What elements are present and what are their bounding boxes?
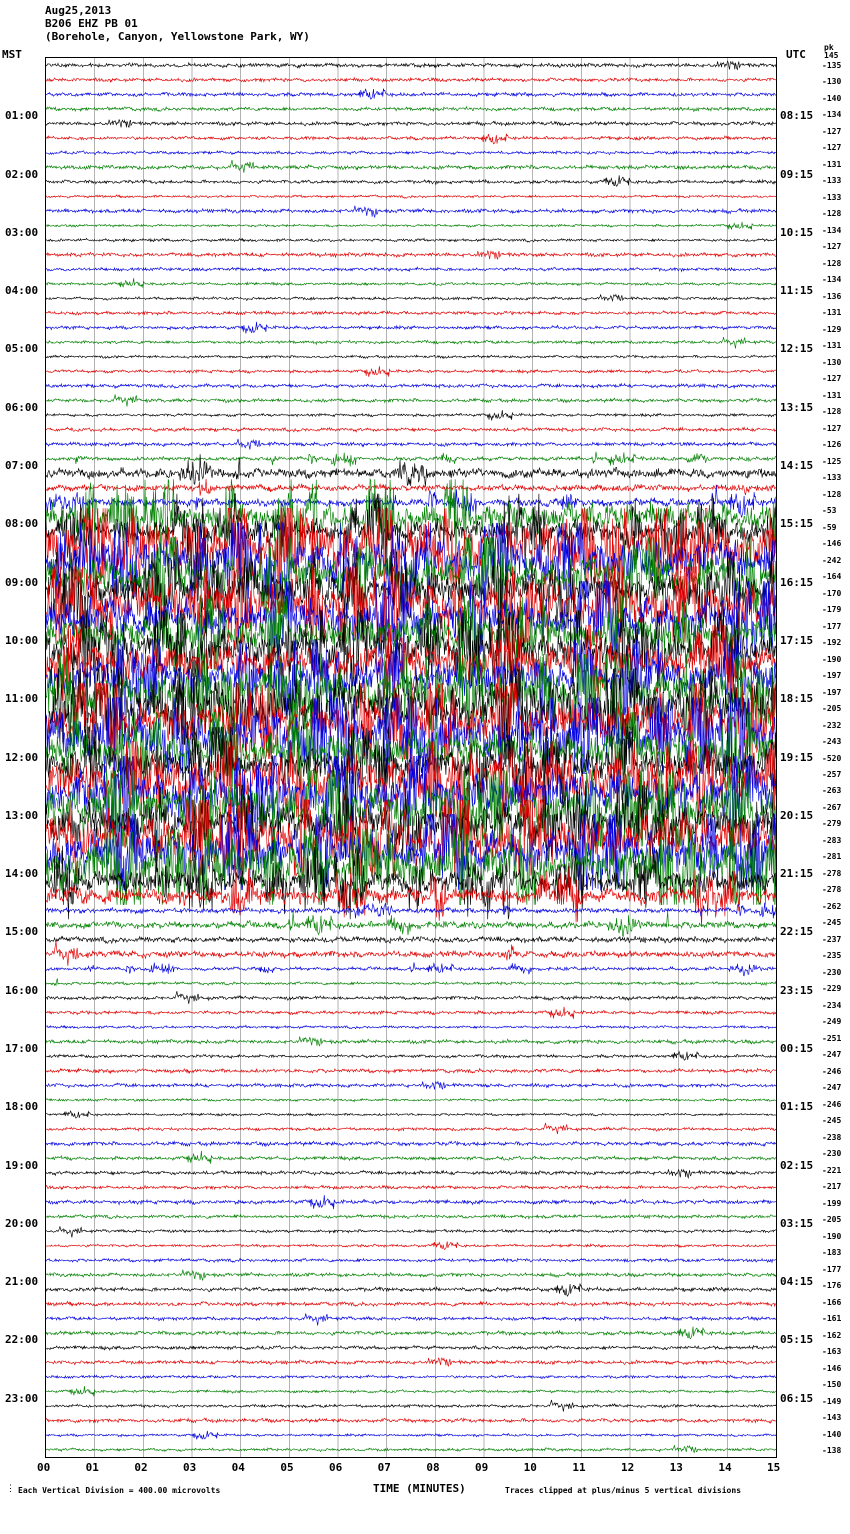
peak-value: -127	[822, 126, 842, 136]
left-time-label: 18:00	[5, 1100, 39, 1114]
x-tick-label: 14	[718, 1461, 732, 1474]
right-time-label: 03:15	[780, 1216, 814, 1230]
peak-value: -197	[822, 687, 842, 697]
peak-value: -246	[822, 1066, 842, 1076]
scale-note: Each Vertical Division = 400.00 microvolts	[18, 1486, 221, 1495]
x-tick-label: 04	[231, 1461, 245, 1474]
left-time-label: 07:00	[5, 459, 39, 473]
right-time-label: 17:15	[780, 633, 814, 647]
left-time-label: 05:00	[5, 342, 39, 356]
right-time-label: 10:15	[780, 225, 814, 239]
peak-value: -163	[822, 1347, 842, 1357]
peak-value: -138	[822, 1446, 842, 1455]
peak-value: -247	[822, 1050, 842, 1060]
peak-value: -164	[822, 572, 842, 582]
right-time-label: 23:15	[780, 983, 814, 997]
peak-value: -135	[822, 61, 842, 70]
header-date: Aug25,2013	[45, 4, 112, 17]
peak-header-line2: 145	[824, 51, 839, 60]
right-time-label: 22:15	[780, 925, 814, 939]
peak-value: -232	[822, 720, 842, 730]
peak-value: -134	[822, 110, 842, 120]
peak-value: -247	[822, 1083, 842, 1093]
peak-value: -136	[822, 291, 842, 301]
chart-header	[45, 4, 310, 43]
peak-value: -199	[822, 1198, 842, 1208]
x-tick-label: 05	[280, 1461, 294, 1474]
peak-value: -128	[822, 407, 842, 417]
peak-value: -177	[822, 1264, 842, 1274]
peak-value: -238	[822, 1132, 842, 1142]
peak-value: -146	[822, 539, 842, 549]
left-time-label: 23:00	[5, 1391, 39, 1405]
peak-value: -520	[822, 753, 842, 763]
peak-value: -245	[822, 918, 842, 928]
right-axis-label: UTC	[786, 48, 806, 61]
peak-value: -140	[822, 93, 842, 103]
right-time-label: 21:15	[780, 867, 814, 881]
peak-value: -127	[822, 143, 842, 153]
peak-value: -229	[822, 984, 842, 994]
right-time-label: 04:15	[780, 1275, 814, 1289]
peak-value: -125	[822, 456, 842, 466]
peak-value: -127	[822, 242, 842, 252]
seismogram-plot	[45, 57, 777, 1458]
peak-value: -262	[822, 901, 842, 911]
left-time-label: 01:00	[5, 109, 39, 123]
peak-value: -126	[822, 440, 842, 450]
x-tick-label: 00	[37, 1461, 51, 1474]
peak-value: -149	[822, 1396, 842, 1406]
right-time-label: 19:15	[780, 750, 814, 764]
x-tick-label: 13	[669, 1461, 683, 1474]
right-time-label: 13:15	[780, 400, 814, 414]
left-time-label: 10:00	[5, 633, 39, 647]
right-time-label: 09:15	[780, 167, 814, 181]
peak-value: -130	[822, 357, 842, 367]
left-time-label: 11:00	[5, 692, 39, 706]
peak-value: -234	[822, 1000, 842, 1010]
left-time-label: 08:00	[5, 517, 39, 531]
x-tick-label: 06	[329, 1461, 343, 1474]
left-time-label: 17:00	[5, 1041, 39, 1055]
right-time-label: 18:15	[780, 692, 814, 706]
x-tick-label: 07	[377, 1461, 391, 1474]
peak-value: -53	[822, 506, 837, 516]
right-time-label: 14:15	[780, 459, 814, 473]
peak-value: -242	[822, 555, 842, 565]
peak-value: -131	[822, 159, 842, 169]
left-time-label: 06:00	[5, 400, 39, 414]
peak-value: -283	[822, 835, 842, 845]
x-tick-label: 15	[767, 1461, 781, 1474]
peak-value: -146	[822, 1363, 842, 1373]
left-time-label: 21:00	[5, 1275, 39, 1289]
right-time-label: 16:15	[780, 575, 814, 589]
peak-value: -246	[822, 1099, 842, 1109]
peak-value: -190	[822, 654, 842, 664]
peak-value: -278	[822, 868, 842, 878]
peak-value: -131	[822, 341, 842, 351]
peak-value: -267	[822, 802, 842, 812]
left-time-label: 13:00	[5, 808, 39, 822]
x-tick-label: 08	[426, 1461, 440, 1474]
peak-value: -243	[822, 737, 842, 746]
peak-value: -129	[822, 324, 842, 334]
peak-value: -281	[822, 852, 842, 862]
x-axis-title: TIME (MINUTES)	[373, 1482, 466, 1495]
right-time-label: 15:15	[780, 517, 814, 531]
peak-value: -257	[822, 769, 842, 779]
x-tick-label: 09	[475, 1461, 489, 1474]
peak-value: -179	[822, 605, 842, 615]
x-tick-label: 02	[134, 1461, 148, 1474]
peak-value: -245	[822, 1116, 842, 1126]
peak-value: -237	[822, 934, 842, 944]
x-tick-label: 11	[572, 1461, 586, 1474]
peak-value: -134	[822, 275, 842, 285]
right-time-label: 00:15	[780, 1041, 814, 1055]
left-time-label: 15:00	[5, 925, 39, 939]
right-time-label: 06:15	[780, 1391, 814, 1405]
header-location: (Borehole, Canyon, Yellowstone Park, WY)	[45, 30, 310, 43]
peak-value: -263	[822, 786, 842, 796]
peak-value: -170	[822, 588, 842, 598]
right-time-label: 08:15	[780, 109, 814, 123]
peak-value: -279	[822, 819, 842, 829]
peak-value: -130	[822, 77, 842, 87]
peak-value: -230	[822, 967, 842, 977]
peak-value: -161	[822, 1314, 842, 1324]
peak-value: -127	[822, 374, 842, 384]
peak-value: -128	[822, 209, 842, 219]
peak-value: -59	[822, 522, 837, 532]
peak-value: -278	[822, 885, 842, 895]
peak-value: -197	[822, 671, 842, 681]
peak-value: -235	[822, 951, 842, 961]
left-time-label: 22:00	[5, 1333, 39, 1347]
peak-value: -177	[822, 621, 842, 631]
peak-header-line1: pk	[824, 43, 834, 52]
x-tick-label: 12	[621, 1461, 635, 1474]
peak-value: -128	[822, 489, 842, 499]
left-time-label: 20:00	[5, 1216, 39, 1230]
right-time-label: 01:15	[780, 1100, 814, 1114]
peak-column-header	[824, 44, 838, 60]
right-time-label: 05:15	[780, 1333, 814, 1347]
left-axis-label: MST	[2, 48, 22, 61]
peak-value: -133	[822, 176, 842, 186]
left-time-label: 14:00	[5, 867, 39, 881]
right-time-label: 12:15	[780, 342, 814, 356]
x-tick-label: 10	[523, 1461, 537, 1474]
peak-value: -150	[822, 1380, 842, 1390]
peak-value: -249	[822, 1017, 842, 1027]
peak-value: -190	[822, 1231, 842, 1241]
peak-value: -217	[822, 1182, 842, 1192]
peak-value: -166	[822, 1297, 842, 1307]
header-station: B206 EHZ PB 01	[45, 17, 138, 30]
left-time-label: 09:00	[5, 575, 39, 589]
left-time-label: 12:00	[5, 750, 39, 764]
peak-value: -131	[822, 308, 842, 318]
peak-value: -131	[822, 390, 842, 400]
right-time-label: 20:15	[780, 808, 814, 822]
peak-value: -183	[822, 1248, 842, 1258]
peak-value: -162	[822, 1330, 842, 1340]
scale-arrow-icon: ⋮	[6, 1484, 15, 1494]
left-time-label: 19:00	[5, 1158, 39, 1172]
left-time-label: 02:00	[5, 167, 39, 181]
clip-note: Traces clipped at plus/minus 5 vertical divisions	[505, 1486, 742, 1495]
peak-value: -230	[822, 1149, 842, 1159]
peak-value: -143	[822, 1413, 842, 1423]
peak-value: -205	[822, 1215, 842, 1225]
peak-value: -133	[822, 473, 842, 483]
left-time-label: 16:00	[5, 983, 39, 997]
peak-value: -133	[822, 192, 842, 202]
peak-value: -192	[822, 638, 842, 648]
right-time-label: 02:15	[780, 1158, 814, 1172]
peak-value: -251	[822, 1033, 842, 1043]
peak-value: -140	[822, 1429, 842, 1439]
x-tick-label: 01	[85, 1461, 99, 1474]
peak-value: -176	[822, 1281, 842, 1291]
left-time-label: 03:00	[5, 225, 39, 239]
peak-value: -127	[822, 423, 842, 433]
right-time-label: 11:15	[780, 284, 814, 298]
peak-value: -205	[822, 704, 842, 714]
peak-value: -128	[822, 258, 842, 268]
peak-value: -221	[822, 1165, 842, 1175]
peak-value: -134	[822, 225, 842, 235]
x-tick-label: 03	[183, 1461, 197, 1474]
left-time-label: 04:00	[5, 284, 39, 298]
